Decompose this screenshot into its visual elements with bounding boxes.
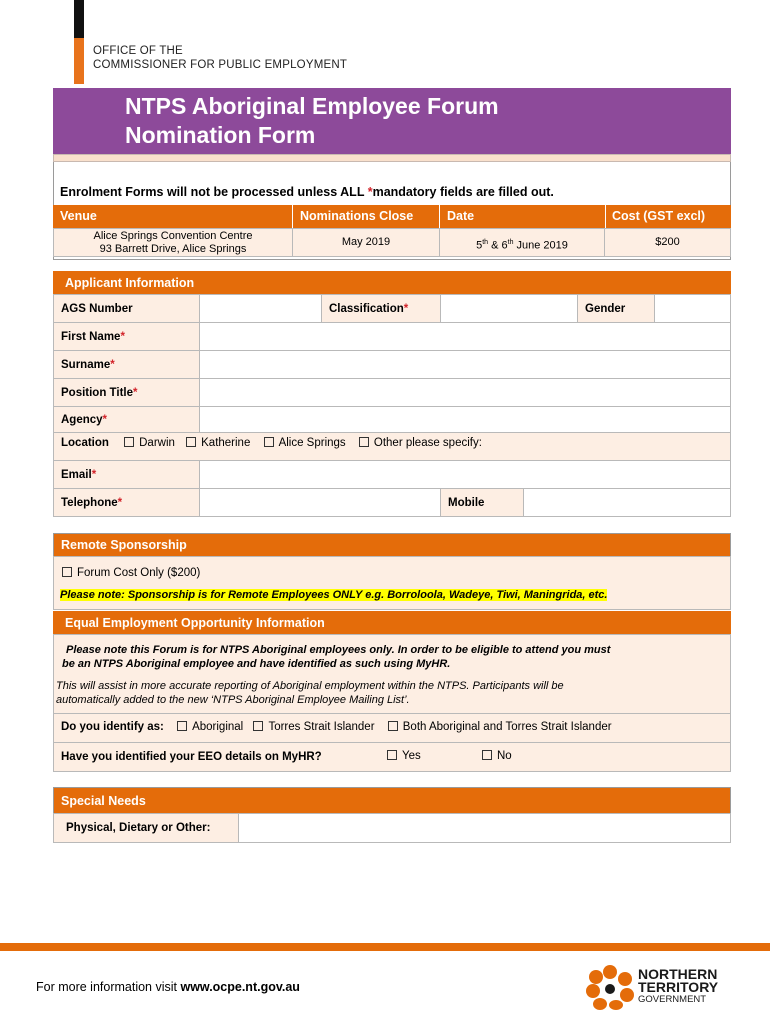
nt-government-wordmark: NORTHERN TERRITORY GOVERNMENT <box>638 966 719 1005</box>
myhr-label: Have you identified your EEO details on MyHR? <box>61 751 322 763</box>
checkbox-icon[interactable] <box>177 721 187 731</box>
position-title-field[interactable] <box>199 378 731 407</box>
footer-info: For more information visit www.ocpe.nt.gov.au <box>36 980 300 994</box>
first-name-label: First Name* <box>53 322 200 351</box>
telephone-label: Telephone* <box>53 488 200 517</box>
title-underband <box>53 154 731 162</box>
myhr-option-yes[interactable]: Yes <box>387 750 421 762</box>
remote-option[interactable]: Forum Cost Only ($200) <box>62 567 200 579</box>
mobile-label: Mobile <box>440 488 524 517</box>
header-bar-dark <box>74 0 84 38</box>
location-row <box>53 432 731 461</box>
remote-note: Please note: Sponsorship is for Remote Employees ONLY e.g. Borroloola, Wadeye, Tiwi, Maningrida, etc. <box>60 589 608 601</box>
identify-option-both[interactable]: Both Aboriginal and Torres Strait Islander <box>388 721 612 733</box>
office-line-1: OFFICE OF THE <box>93 45 183 57</box>
telephone-field[interactable] <box>199 488 441 517</box>
office-line-2: COMMISSIONER FOR PUBLIC EMPLOYMENT <box>93 59 348 71</box>
email-label: Email* <box>53 460 200 489</box>
special-heading-bar <box>53 787 731 814</box>
first-name-field[interactable] <box>199 322 731 351</box>
footer-rule <box>0 943 770 951</box>
gender-field[interactable] <box>654 294 731 323</box>
identify-option-aboriginal[interactable]: Aboriginal <box>177 721 243 733</box>
office-name <box>93 44 347 72</box>
eeo-heading-bar <box>53 611 731 635</box>
form-title-line-2: Nomination Form <box>125 122 316 148</box>
surname-label: Surname* <box>53 350 200 379</box>
date-header: Date <box>447 209 475 223</box>
applicant-heading-bar <box>53 271 731 295</box>
header-bar-orange <box>74 38 84 84</box>
ags-label: AGS Number <box>53 294 200 323</box>
agency-label: Agency* <box>53 406 200 433</box>
ags-field[interactable] <box>199 294 322 323</box>
surname-field[interactable] <box>199 350 731 379</box>
checkbox-icon[interactable] <box>387 750 397 760</box>
nominations-close-header: Nominations Close <box>300 209 414 223</box>
myhr-option-no[interactable]: No <box>482 750 512 762</box>
footer-website-link[interactable]: www.ocpe.nt.gov.au <box>180 980 300 994</box>
remote-heading-bar <box>53 533 731 557</box>
checkbox-icon[interactable] <box>62 567 72 577</box>
remote-body <box>53 556 731 610</box>
eeo-eligibility-note: Please note this Forum is for NTPS Aboriginal employees only. In order to be eligible to attend you must be an NTPS Aboriginal employee and have identified as such using MyHR. <box>62 644 611 670</box>
special-needs-label: Physical, Dietary or Other: <box>53 813 239 843</box>
checkbox-icon[interactable] <box>359 437 369 447</box>
event-table-header <box>53 205 731 228</box>
eeo-heading: Equal Employment Opportunity Information <box>65 616 325 630</box>
venue-header: Venue <box>60 209 97 223</box>
form-title-line-1: NTPS Aboriginal Employee Forum <box>125 93 499 119</box>
remote-heading: Remote Sponsorship <box>61 538 187 552</box>
identify-row <box>53 713 731 743</box>
location-option-other[interactable]: Other please specify: <box>359 437 482 449</box>
close-cell: May 2019 <box>292 228 440 257</box>
classification-label: Classification* <box>321 294 441 323</box>
checkbox-icon[interactable] <box>388 721 398 731</box>
nt-government-logo-icon <box>585 964 635 1010</box>
date-cell: 5th & 6th June 2019 <box>439 228 605 257</box>
email-field[interactable] <box>199 460 731 489</box>
location-option-alice-springs[interactable]: Alice Springs <box>264 437 346 449</box>
special-needs-field[interactable] <box>238 813 731 843</box>
checkbox-icon[interactable] <box>186 437 196 447</box>
mandatory-notice: Enrolment Forms will not be processed unless ALL *mandatory fields are filled out. <box>60 185 554 199</box>
classification-field[interactable] <box>440 294 578 323</box>
myhr-row <box>53 742 731 772</box>
location-option-darwin[interactable]: Darwin <box>124 437 175 449</box>
special-heading: Special Needs <box>61 794 146 808</box>
agency-field[interactable] <box>199 406 731 433</box>
checkbox-icon[interactable] <box>264 437 274 447</box>
eeo-info-note: This will assist in more accurate reporting of Aboriginal employment within the NTPS. Participants will be automatically added to the new ‘NTPS Aboriginal Employee Mailing List’. <box>56 680 564 706</box>
applicant-heading: Applicant Information <box>65 276 195 290</box>
form-title-banner <box>53 88 731 154</box>
checkbox-icon[interactable] <box>124 437 134 447</box>
identify-label: Do you identify as: <box>61 721 164 733</box>
mobile-field[interactable] <box>523 488 731 517</box>
checkbox-icon[interactable] <box>253 721 263 731</box>
position-title-label: Position Title* <box>53 378 200 407</box>
eeo-notes <box>53 634 731 714</box>
location-option-katherine[interactable]: Katherine <box>186 437 250 449</box>
gender-label: Gender <box>577 294 655 323</box>
identify-option-torres-strait[interactable]: Torres Strait Islander <box>253 721 374 733</box>
venue-cell: Alice Springs Convention Centre 93 Barrett Drive, Alice Springs <box>53 228 293 257</box>
cost-cell: $200 <box>604 228 731 257</box>
location-label: Location <box>61 437 109 449</box>
cost-header: Cost (GST excl) <box>612 209 706 223</box>
checkbox-icon[interactable] <box>482 750 492 760</box>
